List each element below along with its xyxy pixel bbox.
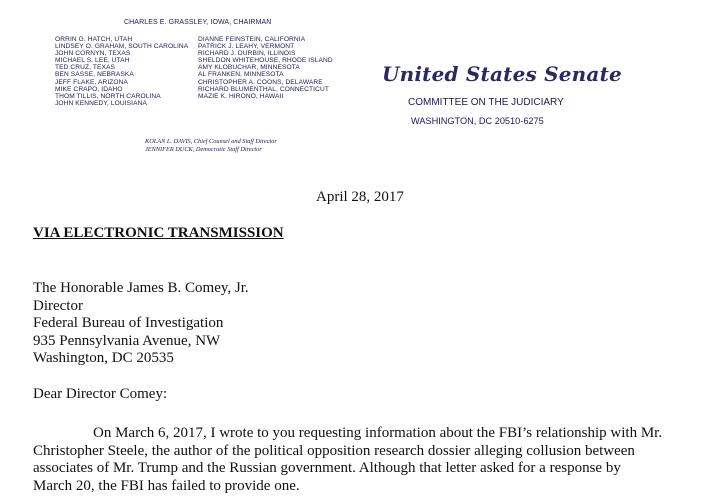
letter-date: April 28, 2017	[316, 189, 404, 205]
paragraph-line: associates of Mr. Trump and the Russian government. Although that letter asked for a response by	[33, 460, 621, 476]
member-name: TED CRUZ, TEXAS	[55, 64, 115, 72]
chief-counsel-line: KOLAN L. DAVIS, Chief Counsel and Staff Director	[145, 138, 277, 145]
member-name: RICHARD BLUMENTHAL, CONNECTICUT	[198, 85, 329, 93]
address-line: Washington, DC 20535	[33, 350, 174, 366]
member-name: MIKE CRAPO, IDAHO	[55, 85, 123, 93]
member-name: MAZIE K. HIRONO, HAWAII	[198, 92, 284, 100]
committee-name: COMMITTEE ON THE JUDICIARY	[408, 97, 564, 108]
member-name: DIANNE FEINSTEIN, CALIFORNIA	[198, 36, 306, 43]
transmission-method: VIA ELECTRONIC TRANSMISSION	[33, 225, 284, 241]
member-name: CHRISTOPHER A. COONS, DELAWARE	[198, 78, 323, 86]
address-line: 935 Pennsylvania Avenue, NW	[33, 332, 221, 349]
staff-directors	[145, 138, 277, 154]
committee-address: WASHINGTON, DC 20510-6275	[411, 116, 544, 126]
chairman-line: CHARLES E. GRASSLEY, IOWA, CHAIRMAN	[124, 19, 272, 26]
paragraph-line: On March 6, 2017, I wrote to you requesting information about the FBI’s relationship with Mr.	[93, 425, 663, 441]
minority-members-list	[198, 36, 333, 100]
body-paragraph	[33, 425, 662, 495]
member-name: RICHARD J. DURBIN, ILLINOIS	[198, 50, 296, 58]
member-name: SHELDON WHITEHOUSE, RHODE ISLAND	[198, 57, 333, 65]
address-line: Federal Bureau of Investigation	[33, 315, 224, 331]
paragraph-line: March 20, the FBI has failed to provide one.	[33, 477, 300, 494]
democratic-staff-line: JENNIFER DUCK, Democratic Staff Director	[145, 146, 262, 153]
member-name: MICHAEL S. LEE, UTAH	[55, 57, 130, 65]
member-name: AL FRANKEN, MINNESOTA	[198, 71, 284, 79]
majority-members-list	[55, 36, 188, 107]
member-name: ORRIN G. HATCH, UTAH	[55, 36, 133, 43]
member-name: PATRICK J. LEAHY, VERMONT	[198, 43, 295, 51]
member-name: LINDSEY O. GRAHAM, SOUTH CAROLINA	[55, 43, 189, 51]
member-name: BEN SASSE, NEBRASKA	[55, 71, 134, 79]
recipient-address	[33, 280, 249, 368]
address-line: Director	[33, 297, 83, 314]
member-name: JEFF FLAKE, ARIZONA	[55, 78, 128, 86]
member-name: JOHN CORNYN, TEXAS	[55, 50, 131, 58]
member-name: THOM TILLIS, NORTH CAROLINA	[55, 92, 161, 100]
member-name: JOHN KENNEDY, LOUISIANA	[55, 99, 147, 107]
salutation: Dear Director Comey:	[33, 386, 168, 402]
address-line: The Honorable James B. Comey, Jr.	[33, 280, 249, 296]
paragraph-line: Christopher Steele, the author of the political opposition research dossier alleging collusion between	[33, 442, 635, 459]
member-name: AMY KLOBUCHAR, MINNESOTA	[198, 64, 300, 72]
senate-wordmark: United States Senate	[382, 62, 622, 86]
